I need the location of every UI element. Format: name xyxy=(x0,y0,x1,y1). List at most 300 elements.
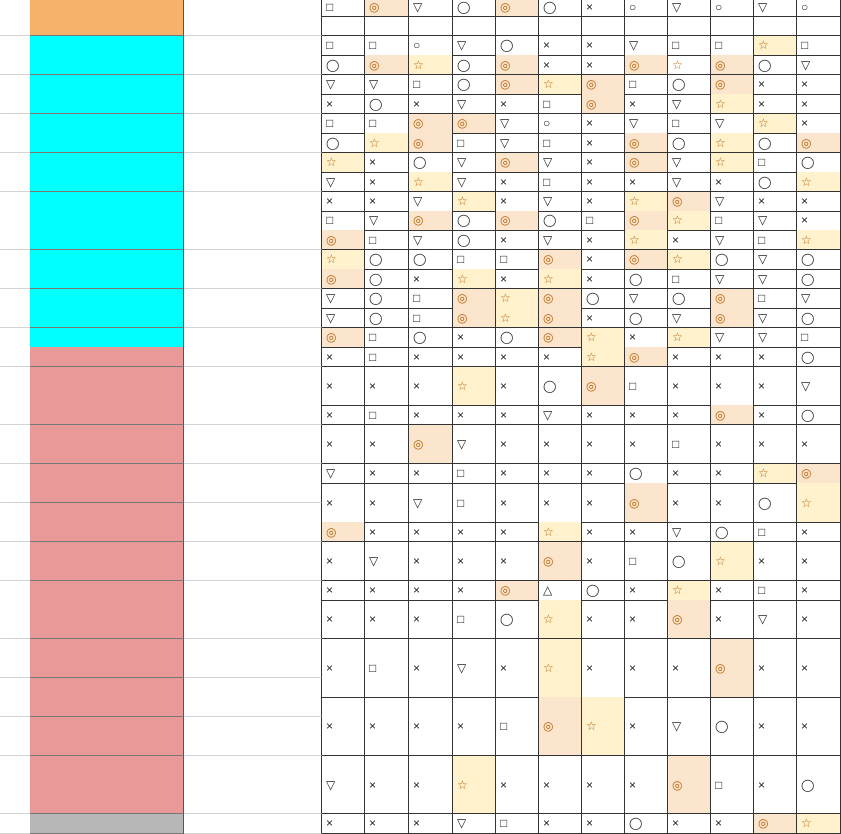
rating-cell[interactable] xyxy=(365,230,409,250)
rating-cell[interactable] xyxy=(625,16,668,36)
rating-cell[interactable] xyxy=(754,581,797,601)
unit-value-cell[interactable] xyxy=(184,289,322,309)
rating-cell[interactable] xyxy=(496,600,539,640)
rating-cell[interactable] xyxy=(322,289,365,309)
rating-cell[interactable] xyxy=(496,16,539,36)
rating-cell[interactable] xyxy=(711,405,754,425)
rating-cell[interactable] xyxy=(625,581,668,601)
rating-cell[interactable] xyxy=(625,483,668,523)
rating-cell[interactable] xyxy=(668,269,711,289)
rating-cell[interactable] xyxy=(539,542,582,582)
rating-cell[interactable] xyxy=(797,94,841,114)
unit-name-cell[interactable] xyxy=(30,756,184,776)
rating-cell[interactable] xyxy=(582,133,625,153)
unit-name-cell[interactable] xyxy=(30,814,184,834)
row-header[interactable] xyxy=(0,619,30,639)
rating-cell[interactable] xyxy=(322,347,365,367)
rating-cell[interactable] xyxy=(365,192,409,212)
rating-cell[interactable] xyxy=(668,814,711,834)
rating-cell[interactable] xyxy=(496,639,539,698)
rating-cell[interactable] xyxy=(453,697,496,756)
rating-cell[interactable] xyxy=(539,114,582,134)
rating-cell[interactable] xyxy=(582,464,625,484)
row-header[interactable] xyxy=(0,0,30,17)
rating-cell[interactable] xyxy=(625,542,668,582)
rating-cell[interactable] xyxy=(539,192,582,212)
row-header[interactable] xyxy=(0,114,30,134)
rating-cell[interactable] xyxy=(668,464,711,484)
row-header[interactable] xyxy=(0,600,30,620)
unit-name-cell[interactable] xyxy=(30,230,184,250)
rating-cell[interactable] xyxy=(582,697,625,756)
rating-cell[interactable] xyxy=(365,405,409,425)
rating-cell[interactable] xyxy=(453,75,496,95)
unit-value-cell[interactable] xyxy=(184,581,322,601)
rating-cell[interactable] xyxy=(322,114,365,134)
rating-cell[interactable] xyxy=(797,75,841,95)
rating-cell[interactable] xyxy=(365,756,409,815)
rating-cell[interactable] xyxy=(754,697,797,756)
rating-cell[interactable] xyxy=(409,347,453,367)
rating-cell[interactable] xyxy=(797,0,841,17)
unit-name-cell[interactable] xyxy=(30,717,184,737)
rating-cell[interactable] xyxy=(496,464,539,484)
unit-value-cell[interactable] xyxy=(184,503,322,523)
rating-cell[interactable] xyxy=(409,483,453,523)
unit-value-cell[interactable] xyxy=(184,794,322,814)
rating-cell[interactable] xyxy=(365,581,409,601)
row-header[interactable] xyxy=(0,269,30,289)
rating-cell[interactable] xyxy=(754,308,797,328)
rating-cell[interactable] xyxy=(797,153,841,173)
unit-value-cell[interactable] xyxy=(184,328,322,348)
row-header[interactable] xyxy=(0,367,30,387)
rating-cell[interactable] xyxy=(711,425,754,465)
rating-cell[interactable] xyxy=(539,425,582,465)
rating-cell[interactable] xyxy=(496,814,539,834)
rating-cell[interactable] xyxy=(322,308,365,328)
rating-cell[interactable] xyxy=(668,211,711,231)
rating-cell[interactable] xyxy=(625,405,668,425)
rating-cell[interactable] xyxy=(453,211,496,231)
rating-cell[interactable] xyxy=(453,0,496,17)
unit-value-cell[interactable] xyxy=(184,814,322,834)
row-header[interactable] xyxy=(0,211,30,231)
rating-cell[interactable] xyxy=(797,347,841,367)
rating-cell[interactable] xyxy=(453,230,496,250)
rating-cell[interactable] xyxy=(797,211,841,231)
rating-cell[interactable] xyxy=(711,814,754,834)
rating-cell[interactable] xyxy=(409,172,453,192)
rating-cell[interactable] xyxy=(625,55,668,75)
unit-name-cell[interactable] xyxy=(30,775,184,795)
rating-cell[interactable] xyxy=(582,600,625,640)
rating-cell[interactable] xyxy=(797,250,841,270)
row-header[interactable] xyxy=(0,639,30,659)
rating-cell[interactable] xyxy=(797,756,841,815)
rating-cell[interactable] xyxy=(322,269,365,289)
unit-name-cell[interactable] xyxy=(30,600,184,620)
row-header[interactable] xyxy=(0,581,30,601)
rating-cell[interactable] xyxy=(797,464,841,484)
unit-name-cell[interactable] xyxy=(30,736,184,756)
row-header[interactable] xyxy=(0,717,30,737)
rating-cell[interactable] xyxy=(754,211,797,231)
rating-cell[interactable] xyxy=(322,600,365,640)
rating-cell[interactable] xyxy=(496,483,539,523)
rating-cell[interactable] xyxy=(496,756,539,815)
rating-cell[interactable] xyxy=(322,697,365,756)
row-header[interactable] xyxy=(0,561,30,581)
rating-cell[interactable] xyxy=(797,172,841,192)
rating-cell[interactable] xyxy=(582,522,625,542)
unit-value-cell[interactable] xyxy=(184,561,322,581)
rating-cell[interactable] xyxy=(668,483,711,523)
rating-cell[interactable] xyxy=(409,581,453,601)
rating-cell[interactable] xyxy=(539,814,582,834)
unit-name-cell[interactable] xyxy=(30,308,184,328)
rating-cell[interactable] xyxy=(496,0,539,17)
unit-value-cell[interactable] xyxy=(184,347,322,367)
rating-cell[interactable] xyxy=(668,153,711,173)
rating-cell[interactable] xyxy=(453,289,496,309)
rating-cell[interactable] xyxy=(539,153,582,173)
rating-cell[interactable] xyxy=(496,133,539,153)
rating-cell[interactable] xyxy=(365,0,409,17)
rating-cell[interactable] xyxy=(409,639,453,698)
rating-cell[interactable] xyxy=(754,289,797,309)
rating-cell[interactable] xyxy=(668,94,711,114)
rating-cell[interactable] xyxy=(582,36,625,56)
rating-cell[interactable] xyxy=(453,639,496,698)
rating-cell[interactable] xyxy=(668,328,711,348)
rating-cell[interactable] xyxy=(496,55,539,75)
rating-cell[interactable] xyxy=(409,328,453,348)
rating-cell[interactable] xyxy=(496,425,539,465)
rating-cell[interactable] xyxy=(496,114,539,134)
rating-cell[interactable] xyxy=(711,697,754,756)
rating-cell[interactable] xyxy=(797,230,841,250)
rating-cell[interactable] xyxy=(409,133,453,153)
rating-cell[interactable] xyxy=(539,0,582,17)
rating-cell[interactable] xyxy=(365,289,409,309)
rating-cell[interactable] xyxy=(322,211,365,231)
unit-value-cell[interactable] xyxy=(184,36,322,56)
rating-cell[interactable] xyxy=(496,269,539,289)
rating-cell[interactable] xyxy=(453,269,496,289)
unit-value-cell[interactable] xyxy=(184,55,322,75)
rating-cell[interactable] xyxy=(754,36,797,56)
rating-cell[interactable] xyxy=(625,464,668,484)
rating-cell[interactable] xyxy=(711,522,754,542)
rating-cell[interactable] xyxy=(582,581,625,601)
rating-cell[interactable] xyxy=(711,347,754,367)
rating-cell[interactable] xyxy=(797,405,841,425)
rating-cell[interactable] xyxy=(668,36,711,56)
rating-cell[interactable] xyxy=(322,756,365,815)
rating-cell[interactable] xyxy=(409,464,453,484)
unit-value-cell[interactable] xyxy=(184,133,322,153)
unit-name-cell[interactable] xyxy=(30,75,184,95)
rating-cell[interactable] xyxy=(539,16,582,36)
rating-cell[interactable] xyxy=(754,153,797,173)
rating-cell[interactable] xyxy=(797,814,841,834)
unit-name-cell[interactable] xyxy=(30,561,184,581)
unit-name-cell[interactable] xyxy=(30,133,184,153)
unit-name-cell[interactable] xyxy=(30,367,184,387)
rating-cell[interactable] xyxy=(711,94,754,114)
rating-cell[interactable] xyxy=(453,36,496,56)
rating-cell[interactable] xyxy=(409,94,453,114)
row-header[interactable] xyxy=(0,192,30,212)
rating-cell[interactable] xyxy=(453,153,496,173)
rating-cell[interactable] xyxy=(711,75,754,95)
rating-cell[interactable] xyxy=(409,542,453,582)
unit-value-cell[interactable] xyxy=(184,16,322,36)
rating-cell[interactable] xyxy=(365,250,409,270)
row-header[interactable] xyxy=(0,678,30,698)
rating-cell[interactable] xyxy=(711,192,754,212)
unit-name-cell[interactable] xyxy=(30,619,184,639)
rating-cell[interactable] xyxy=(797,367,841,407)
rating-cell[interactable] xyxy=(539,639,582,698)
rating-cell[interactable] xyxy=(582,75,625,95)
rating-cell[interactable] xyxy=(322,483,365,523)
rating-cell[interactable] xyxy=(754,405,797,425)
rating-cell[interactable] xyxy=(797,133,841,153)
rating-cell[interactable] xyxy=(409,16,453,36)
rating-cell[interactable] xyxy=(453,94,496,114)
rating-cell[interactable] xyxy=(625,328,668,348)
rating-cell[interactable] xyxy=(322,367,365,407)
rating-cell[interactable] xyxy=(539,600,582,640)
rating-cell[interactable] xyxy=(754,600,797,640)
unit-value-cell[interactable] xyxy=(184,94,322,114)
rating-cell[interactable] xyxy=(711,756,754,815)
rating-cell[interactable] xyxy=(496,36,539,56)
rating-cell[interactable] xyxy=(453,55,496,75)
unit-name-cell[interactable] xyxy=(30,192,184,212)
rating-cell[interactable] xyxy=(711,230,754,250)
rating-cell[interactable] xyxy=(496,230,539,250)
unit-value-cell[interactable] xyxy=(184,464,322,484)
rating-cell[interactable] xyxy=(582,0,625,17)
rating-cell[interactable] xyxy=(409,756,453,815)
rating-cell[interactable] xyxy=(625,153,668,173)
row-header[interactable] xyxy=(0,230,30,250)
rating-cell[interactable] xyxy=(365,464,409,484)
rating-cell[interactable] xyxy=(754,172,797,192)
rating-cell[interactable] xyxy=(797,639,841,698)
rating-cell[interactable] xyxy=(409,814,453,834)
rating-cell[interactable] xyxy=(625,75,668,95)
rating-cell[interactable] xyxy=(668,425,711,465)
row-header[interactable] xyxy=(0,328,30,348)
rating-cell[interactable] xyxy=(539,250,582,270)
rating-cell[interactable] xyxy=(409,308,453,328)
rating-cell[interactable] xyxy=(453,814,496,834)
rating-cell[interactable] xyxy=(754,367,797,407)
rating-cell[interactable] xyxy=(322,75,365,95)
row-header[interactable] xyxy=(0,814,30,834)
unit-name-cell[interactable] xyxy=(30,464,184,484)
rating-cell[interactable] xyxy=(322,581,365,601)
rating-cell[interactable] xyxy=(453,347,496,367)
rating-cell[interactable] xyxy=(797,425,841,465)
rating-cell[interactable] xyxy=(365,36,409,56)
rating-cell[interactable] xyxy=(668,114,711,134)
rating-cell[interactable] xyxy=(539,483,582,523)
rating-cell[interactable] xyxy=(625,347,668,367)
unit-name-cell[interactable] xyxy=(30,542,184,562)
rating-cell[interactable] xyxy=(754,16,797,36)
rating-cell[interactable] xyxy=(322,153,365,173)
rating-cell[interactable] xyxy=(539,36,582,56)
rating-cell[interactable] xyxy=(754,133,797,153)
rating-cell[interactable] xyxy=(365,172,409,192)
unit-value-cell[interactable] xyxy=(184,639,322,659)
unit-value-cell[interactable] xyxy=(184,172,322,192)
rating-cell[interactable] xyxy=(711,211,754,231)
rating-cell[interactable] xyxy=(322,55,365,75)
rating-cell[interactable] xyxy=(797,581,841,601)
rating-cell[interactable] xyxy=(322,0,365,17)
row-header[interactable] xyxy=(0,94,30,114)
rating-cell[interactable] xyxy=(409,75,453,95)
rating-cell[interactable] xyxy=(496,522,539,542)
rating-cell[interactable] xyxy=(496,250,539,270)
unit-name-cell[interactable] xyxy=(30,503,184,523)
rating-cell[interactable] xyxy=(797,36,841,56)
rating-cell[interactable] xyxy=(409,114,453,134)
rating-cell[interactable] xyxy=(582,639,625,698)
unit-name-cell[interactable] xyxy=(30,211,184,231)
rating-cell[interactable] xyxy=(797,289,841,309)
rating-cell[interactable] xyxy=(668,0,711,17)
unit-value-cell[interactable] xyxy=(184,522,322,542)
rating-cell[interactable] xyxy=(539,55,582,75)
rating-cell[interactable] xyxy=(668,250,711,270)
rating-cell[interactable] xyxy=(668,75,711,95)
rating-cell[interactable] xyxy=(754,542,797,582)
rating-cell[interactable] xyxy=(625,600,668,640)
rating-cell[interactable] xyxy=(365,114,409,134)
unit-value-cell[interactable] xyxy=(184,717,322,737)
rating-cell[interactable] xyxy=(365,55,409,75)
rating-cell[interactable] xyxy=(625,0,668,17)
rating-cell[interactable] xyxy=(625,36,668,56)
rating-cell[interactable] xyxy=(711,581,754,601)
rating-cell[interactable] xyxy=(625,367,668,407)
rating-cell[interactable] xyxy=(496,75,539,95)
row-header[interactable] xyxy=(0,444,30,464)
unit-name-cell[interactable] xyxy=(30,114,184,134)
rating-cell[interactable] xyxy=(539,697,582,756)
rating-cell[interactable] xyxy=(754,269,797,289)
rating-cell[interactable] xyxy=(582,756,625,815)
rating-cell[interactable] xyxy=(539,211,582,231)
rating-cell[interactable] xyxy=(625,192,668,212)
unit-name-cell[interactable] xyxy=(30,172,184,192)
rating-cell[interactable] xyxy=(365,425,409,465)
rating-cell[interactable] xyxy=(496,308,539,328)
rating-cell[interactable] xyxy=(668,230,711,250)
row-header[interactable] xyxy=(0,425,30,445)
rating-cell[interactable] xyxy=(409,600,453,640)
rating-cell[interactable] xyxy=(539,522,582,542)
rating-cell[interactable] xyxy=(711,464,754,484)
rating-cell[interactable] xyxy=(539,269,582,289)
rating-cell[interactable] xyxy=(322,542,365,582)
row-header[interactable] xyxy=(0,522,30,542)
rating-cell[interactable] xyxy=(668,600,711,640)
rating-cell[interactable] xyxy=(365,483,409,523)
rating-cell[interactable] xyxy=(365,814,409,834)
unit-value-cell[interactable] xyxy=(184,542,322,562)
row-header[interactable] xyxy=(0,75,30,95)
rating-cell[interactable] xyxy=(496,328,539,348)
rating-cell[interactable] xyxy=(797,269,841,289)
rating-cell[interactable] xyxy=(322,133,365,153)
rating-cell[interactable] xyxy=(365,367,409,407)
row-header[interactable] xyxy=(0,405,30,425)
unit-value-cell[interactable] xyxy=(184,619,322,639)
row-header[interactable] xyxy=(0,16,30,36)
rating-cell[interactable] xyxy=(754,114,797,134)
rating-cell[interactable] xyxy=(409,153,453,173)
rating-cell[interactable] xyxy=(496,94,539,114)
rating-cell[interactable] xyxy=(453,600,496,640)
rating-cell[interactable] xyxy=(365,347,409,367)
rating-cell[interactable] xyxy=(496,697,539,756)
rating-cell[interactable] xyxy=(625,172,668,192)
rating-cell[interactable] xyxy=(754,464,797,484)
rating-cell[interactable] xyxy=(625,697,668,756)
row-header[interactable] xyxy=(0,542,30,562)
rating-cell[interactable] xyxy=(365,328,409,348)
rating-cell[interactable] xyxy=(668,756,711,815)
rating-cell[interactable] xyxy=(582,94,625,114)
row-header[interactable] xyxy=(0,736,30,756)
rating-cell[interactable] xyxy=(625,814,668,834)
rating-cell[interactable] xyxy=(365,542,409,582)
rating-cell[interactable] xyxy=(668,289,711,309)
rating-cell[interactable] xyxy=(539,328,582,348)
rating-cell[interactable] xyxy=(453,464,496,484)
unit-name-cell[interactable] xyxy=(30,16,184,36)
rating-cell[interactable] xyxy=(322,405,365,425)
unit-name-cell[interactable] xyxy=(30,269,184,289)
rating-cell[interactable] xyxy=(711,133,754,153)
rating-cell[interactable] xyxy=(409,0,453,17)
rating-cell[interactable] xyxy=(539,133,582,153)
unit-value-cell[interactable] xyxy=(184,678,322,698)
unit-value-cell[interactable] xyxy=(184,600,322,620)
rating-cell[interactable] xyxy=(539,464,582,484)
rating-cell[interactable] xyxy=(409,211,453,231)
rating-cell[interactable] xyxy=(453,756,496,815)
rating-cell[interactable] xyxy=(582,328,625,348)
rating-cell[interactable] xyxy=(668,308,711,328)
row-header[interactable] xyxy=(0,386,30,406)
rating-cell[interactable] xyxy=(365,16,409,36)
rating-cell[interactable] xyxy=(625,230,668,250)
rating-cell[interactable] xyxy=(365,75,409,95)
unit-name-cell[interactable] xyxy=(30,405,184,425)
rating-cell[interactable] xyxy=(496,153,539,173)
rating-cell[interactable] xyxy=(582,425,625,465)
row-header[interactable] xyxy=(0,697,30,717)
